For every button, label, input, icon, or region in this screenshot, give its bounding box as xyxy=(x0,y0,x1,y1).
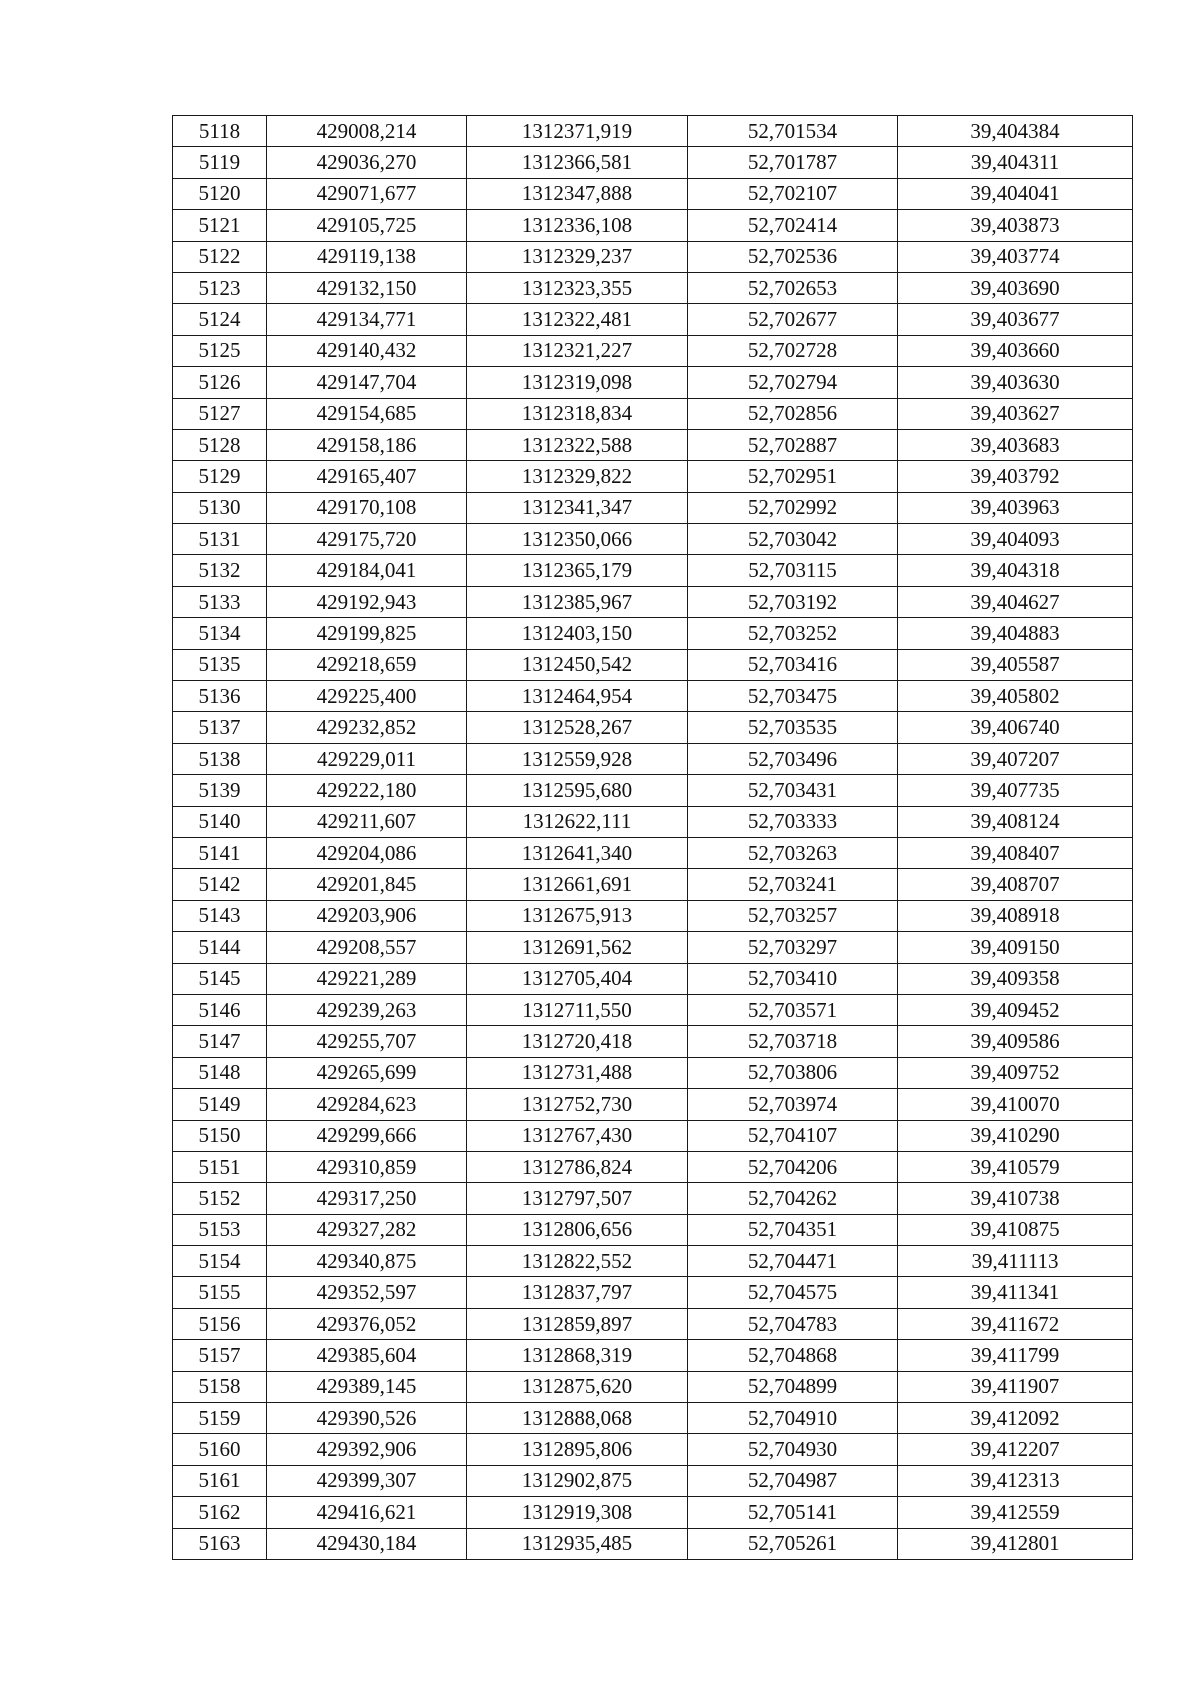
latitude-cell: 52,704783 xyxy=(688,1308,898,1339)
latitude-cell: 52,703431 xyxy=(688,775,898,806)
table-row xyxy=(173,775,1133,806)
table-row xyxy=(173,335,1133,366)
longitude-cell: 39,409358 xyxy=(898,963,1133,994)
y-coordinate-cell: 1312595,680 xyxy=(467,775,688,806)
point-number-cell: 5150 xyxy=(173,1120,267,1151)
latitude-cell: 52,703535 xyxy=(688,712,898,743)
y-coordinate-cell: 1312868,319 xyxy=(467,1340,688,1371)
table-row xyxy=(173,837,1133,868)
table-row xyxy=(173,712,1133,743)
point-number-cell: 5152 xyxy=(173,1183,267,1214)
x-coordinate-cell: 429284,623 xyxy=(267,1089,467,1120)
point-number-cell: 5139 xyxy=(173,775,267,806)
longitude-cell: 39,410875 xyxy=(898,1214,1133,1245)
latitude-cell: 52,703571 xyxy=(688,994,898,1025)
y-coordinate-cell: 1312705,404 xyxy=(467,963,688,994)
table-row xyxy=(173,1340,1133,1371)
table-row xyxy=(173,869,1133,900)
y-coordinate-cell: 1312888,068 xyxy=(467,1403,688,1434)
point-number-cell: 5160 xyxy=(173,1434,267,1465)
longitude-cell: 39,408707 xyxy=(898,869,1133,900)
table-row xyxy=(173,994,1133,1025)
latitude-cell: 52,702887 xyxy=(688,429,898,460)
table-row xyxy=(173,1089,1133,1120)
latitude-cell: 52,705261 xyxy=(688,1528,898,1559)
x-coordinate-cell: 429352,597 xyxy=(267,1277,467,1308)
longitude-cell: 39,412207 xyxy=(898,1434,1133,1465)
x-coordinate-cell: 429140,432 xyxy=(267,335,467,366)
latitude-cell: 52,702536 xyxy=(688,241,898,272)
x-coordinate-cell: 429154,685 xyxy=(267,398,467,429)
x-coordinate-cell: 429199,825 xyxy=(267,618,467,649)
longitude-cell: 39,405587 xyxy=(898,649,1133,680)
longitude-cell: 39,403774 xyxy=(898,241,1133,272)
latitude-cell: 52,704206 xyxy=(688,1151,898,1182)
latitude-cell: 52,704575 xyxy=(688,1277,898,1308)
y-coordinate-cell: 1312786,824 xyxy=(467,1151,688,1182)
latitude-cell: 52,703257 xyxy=(688,900,898,931)
longitude-cell: 39,408918 xyxy=(898,900,1133,931)
point-number-cell: 5130 xyxy=(173,492,267,523)
longitude-cell: 39,412092 xyxy=(898,1403,1133,1434)
y-coordinate-cell: 1312329,237 xyxy=(467,241,688,272)
point-number-cell: 5135 xyxy=(173,649,267,680)
table-row xyxy=(173,1528,1133,1559)
y-coordinate-cell: 1312371,919 xyxy=(467,116,688,147)
longitude-cell: 39,411341 xyxy=(898,1277,1133,1308)
point-number-cell: 5121 xyxy=(173,210,267,241)
y-coordinate-cell: 1312329,822 xyxy=(467,461,688,492)
table-row xyxy=(173,681,1133,712)
table-row xyxy=(173,932,1133,963)
y-coordinate-cell: 1312641,340 xyxy=(467,837,688,868)
point-number-cell: 5140 xyxy=(173,806,267,837)
point-number-cell: 5131 xyxy=(173,524,267,555)
latitude-cell: 52,704987 xyxy=(688,1465,898,1496)
table-row xyxy=(173,1183,1133,1214)
latitude-cell: 52,704930 xyxy=(688,1434,898,1465)
table-row xyxy=(173,1277,1133,1308)
longitude-cell: 39,412313 xyxy=(898,1465,1133,1496)
longitude-cell: 39,404883 xyxy=(898,618,1133,649)
point-number-cell: 5119 xyxy=(173,147,267,178)
table-row xyxy=(173,147,1133,178)
latitude-cell: 52,702794 xyxy=(688,367,898,398)
point-number-cell: 5128 xyxy=(173,429,267,460)
latitude-cell: 52,702856 xyxy=(688,398,898,429)
point-number-cell: 5155 xyxy=(173,1277,267,1308)
y-coordinate-cell: 1312350,066 xyxy=(467,524,688,555)
table-row xyxy=(173,1371,1133,1402)
longitude-cell: 39,406740 xyxy=(898,712,1133,743)
latitude-cell: 52,702992 xyxy=(688,492,898,523)
longitude-cell: 39,404093 xyxy=(898,524,1133,555)
latitude-cell: 52,703115 xyxy=(688,555,898,586)
table-row xyxy=(173,1057,1133,1088)
x-coordinate-cell: 429134,771 xyxy=(267,304,467,335)
latitude-cell: 52,703252 xyxy=(688,618,898,649)
point-number-cell: 5142 xyxy=(173,869,267,900)
point-number-cell: 5125 xyxy=(173,335,267,366)
x-coordinate-cell: 429147,704 xyxy=(267,367,467,398)
table-row xyxy=(173,963,1133,994)
x-coordinate-cell: 429310,859 xyxy=(267,1151,467,1182)
point-number-cell: 5163 xyxy=(173,1528,267,1559)
y-coordinate-cell: 1312675,913 xyxy=(467,900,688,931)
longitude-cell: 39,411113 xyxy=(898,1246,1133,1277)
coordinates-table-body xyxy=(173,116,1133,1560)
longitude-cell: 39,405802 xyxy=(898,681,1133,712)
longitude-cell: 39,403873 xyxy=(898,210,1133,241)
latitude-cell: 52,702677 xyxy=(688,304,898,335)
latitude-cell: 52,703718 xyxy=(688,1026,898,1057)
table-row xyxy=(173,304,1133,335)
y-coordinate-cell: 1312797,507 xyxy=(467,1183,688,1214)
point-number-cell: 5154 xyxy=(173,1246,267,1277)
point-number-cell: 5145 xyxy=(173,963,267,994)
table-row xyxy=(173,806,1133,837)
latitude-cell: 52,702728 xyxy=(688,335,898,366)
latitude-cell: 52,703241 xyxy=(688,869,898,900)
x-coordinate-cell: 429119,138 xyxy=(267,241,467,272)
table-row xyxy=(173,900,1133,931)
y-coordinate-cell: 1312622,111 xyxy=(467,806,688,837)
longitude-cell: 39,403627 xyxy=(898,398,1133,429)
y-coordinate-cell: 1312935,485 xyxy=(467,1528,688,1559)
x-coordinate-cell: 429203,906 xyxy=(267,900,467,931)
y-coordinate-cell: 1312752,730 xyxy=(467,1089,688,1120)
table-row xyxy=(173,1403,1133,1434)
latitude-cell: 52,704107 xyxy=(688,1120,898,1151)
y-coordinate-cell: 1312321,227 xyxy=(467,335,688,366)
x-coordinate-cell: 429390,526 xyxy=(267,1403,467,1434)
table-row xyxy=(173,1497,1133,1528)
longitude-cell: 39,403660 xyxy=(898,335,1133,366)
latitude-cell: 52,703263 xyxy=(688,837,898,868)
latitude-cell: 52,703042 xyxy=(688,524,898,555)
latitude-cell: 52,704262 xyxy=(688,1183,898,1214)
y-coordinate-cell: 1312322,481 xyxy=(467,304,688,335)
latitude-cell: 52,702653 xyxy=(688,272,898,303)
y-coordinate-cell: 1312902,875 xyxy=(467,1465,688,1496)
latitude-cell: 52,701787 xyxy=(688,147,898,178)
longitude-cell: 39,404041 xyxy=(898,178,1133,209)
x-coordinate-cell: 429170,108 xyxy=(267,492,467,523)
latitude-cell: 52,702414 xyxy=(688,210,898,241)
x-coordinate-cell: 429165,407 xyxy=(267,461,467,492)
point-number-cell: 5151 xyxy=(173,1151,267,1182)
x-coordinate-cell: 429385,604 xyxy=(267,1340,467,1371)
longitude-cell: 39,403683 xyxy=(898,429,1133,460)
x-coordinate-cell: 429184,041 xyxy=(267,555,467,586)
point-number-cell: 5133 xyxy=(173,586,267,617)
longitude-cell: 39,410070 xyxy=(898,1089,1133,1120)
point-number-cell: 5123 xyxy=(173,272,267,303)
point-number-cell: 5157 xyxy=(173,1340,267,1371)
latitude-cell: 52,703475 xyxy=(688,681,898,712)
x-coordinate-cell: 429389,145 xyxy=(267,1371,467,1402)
x-coordinate-cell: 429192,943 xyxy=(267,586,467,617)
x-coordinate-cell: 429232,852 xyxy=(267,712,467,743)
latitude-cell: 52,703806 xyxy=(688,1057,898,1088)
y-coordinate-cell: 1312875,620 xyxy=(467,1371,688,1402)
x-coordinate-cell: 429105,725 xyxy=(267,210,467,241)
longitude-cell: 39,410290 xyxy=(898,1120,1133,1151)
point-number-cell: 5147 xyxy=(173,1026,267,1057)
point-number-cell: 5158 xyxy=(173,1371,267,1402)
x-coordinate-cell: 429071,677 xyxy=(267,178,467,209)
longitude-cell: 39,411907 xyxy=(898,1371,1133,1402)
x-coordinate-cell: 429008,214 xyxy=(267,116,467,147)
x-coordinate-cell: 429204,086 xyxy=(267,837,467,868)
x-coordinate-cell: 429340,875 xyxy=(267,1246,467,1277)
table-row xyxy=(173,241,1133,272)
point-number-cell: 5124 xyxy=(173,304,267,335)
latitude-cell: 52,704351 xyxy=(688,1214,898,1245)
longitude-cell: 39,407207 xyxy=(898,743,1133,774)
y-coordinate-cell: 1312806,656 xyxy=(467,1214,688,1245)
y-coordinate-cell: 1312711,550 xyxy=(467,994,688,1025)
point-number-cell: 5138 xyxy=(173,743,267,774)
x-coordinate-cell: 429239,263 xyxy=(267,994,467,1025)
table-row xyxy=(173,1214,1133,1245)
x-coordinate-cell: 429225,400 xyxy=(267,681,467,712)
coordinates-table xyxy=(172,115,1133,1560)
table-row xyxy=(173,492,1133,523)
table-row xyxy=(173,1151,1133,1182)
table-row xyxy=(173,555,1133,586)
table-row xyxy=(173,1434,1133,1465)
latitude-cell: 52,703410 xyxy=(688,963,898,994)
y-coordinate-cell: 1312365,179 xyxy=(467,555,688,586)
table-row xyxy=(173,1120,1133,1151)
x-coordinate-cell: 429218,659 xyxy=(267,649,467,680)
x-coordinate-cell: 429317,250 xyxy=(267,1183,467,1214)
point-number-cell: 5143 xyxy=(173,900,267,931)
x-coordinate-cell: 429222,180 xyxy=(267,775,467,806)
longitude-cell: 39,409752 xyxy=(898,1057,1133,1088)
x-coordinate-cell: 429221,289 xyxy=(267,963,467,994)
point-number-cell: 5161 xyxy=(173,1465,267,1496)
table-row xyxy=(173,1308,1133,1339)
y-coordinate-cell: 1312347,888 xyxy=(467,178,688,209)
y-coordinate-cell: 1312318,834 xyxy=(467,398,688,429)
table-row xyxy=(173,1465,1133,1496)
y-coordinate-cell: 1312822,552 xyxy=(467,1246,688,1277)
y-coordinate-cell: 1312450,542 xyxy=(467,649,688,680)
table-row xyxy=(173,618,1133,649)
table-row xyxy=(173,649,1133,680)
y-coordinate-cell: 1312859,897 xyxy=(467,1308,688,1339)
x-coordinate-cell: 429392,906 xyxy=(267,1434,467,1465)
y-coordinate-cell: 1312464,954 xyxy=(467,681,688,712)
longitude-cell: 39,404627 xyxy=(898,586,1133,617)
point-number-cell: 5127 xyxy=(173,398,267,429)
point-number-cell: 5132 xyxy=(173,555,267,586)
point-number-cell: 5144 xyxy=(173,932,267,963)
y-coordinate-cell: 1312319,098 xyxy=(467,367,688,398)
latitude-cell: 52,703416 xyxy=(688,649,898,680)
point-number-cell: 5141 xyxy=(173,837,267,868)
latitude-cell: 52,701534 xyxy=(688,116,898,147)
point-number-cell: 5149 xyxy=(173,1089,267,1120)
longitude-cell: 39,403690 xyxy=(898,272,1133,303)
y-coordinate-cell: 1312837,797 xyxy=(467,1277,688,1308)
longitude-cell: 39,403630 xyxy=(898,367,1133,398)
latitude-cell: 52,702951 xyxy=(688,461,898,492)
longitude-cell: 39,411799 xyxy=(898,1340,1133,1371)
table-row xyxy=(173,429,1133,460)
longitude-cell: 39,409586 xyxy=(898,1026,1133,1057)
table-row xyxy=(173,272,1133,303)
longitude-cell: 39,410579 xyxy=(898,1151,1133,1182)
table-row xyxy=(173,524,1133,555)
point-number-cell: 5159 xyxy=(173,1403,267,1434)
y-coordinate-cell: 1312691,562 xyxy=(467,932,688,963)
longitude-cell: 39,409150 xyxy=(898,932,1133,963)
point-number-cell: 5129 xyxy=(173,461,267,492)
table-row xyxy=(173,461,1133,492)
x-coordinate-cell: 429132,150 xyxy=(267,272,467,303)
table-row xyxy=(173,398,1133,429)
x-coordinate-cell: 429208,557 xyxy=(267,932,467,963)
latitude-cell: 52,703192 xyxy=(688,586,898,617)
x-coordinate-cell: 429376,052 xyxy=(267,1308,467,1339)
y-coordinate-cell: 1312385,967 xyxy=(467,586,688,617)
y-coordinate-cell: 1312559,928 xyxy=(467,743,688,774)
y-coordinate-cell: 1312336,108 xyxy=(467,210,688,241)
x-coordinate-cell: 429399,307 xyxy=(267,1465,467,1496)
y-coordinate-cell: 1312661,691 xyxy=(467,869,688,900)
latitude-cell: 52,703333 xyxy=(688,806,898,837)
point-number-cell: 5122 xyxy=(173,241,267,272)
latitude-cell: 52,704899 xyxy=(688,1371,898,1402)
x-coordinate-cell: 429265,699 xyxy=(267,1057,467,1088)
x-coordinate-cell: 429229,011 xyxy=(267,743,467,774)
longitude-cell: 39,404384 xyxy=(898,116,1133,147)
y-coordinate-cell: 1312323,355 xyxy=(467,272,688,303)
table-row xyxy=(173,116,1133,147)
longitude-cell: 39,412559 xyxy=(898,1497,1133,1528)
longitude-cell: 39,411672 xyxy=(898,1308,1133,1339)
latitude-cell: 52,703496 xyxy=(688,743,898,774)
x-coordinate-cell: 429036,270 xyxy=(267,147,467,178)
x-coordinate-cell: 429255,707 xyxy=(267,1026,467,1057)
point-number-cell: 5126 xyxy=(173,367,267,398)
table-row xyxy=(173,178,1133,209)
x-coordinate-cell: 429158,186 xyxy=(267,429,467,460)
point-number-cell: 5153 xyxy=(173,1214,267,1245)
latitude-cell: 52,702107 xyxy=(688,178,898,209)
point-number-cell: 5146 xyxy=(173,994,267,1025)
longitude-cell: 39,404311 xyxy=(898,147,1133,178)
point-number-cell: 5134 xyxy=(173,618,267,649)
point-number-cell: 5162 xyxy=(173,1497,267,1528)
point-number-cell: 5137 xyxy=(173,712,267,743)
y-coordinate-cell: 1312767,430 xyxy=(467,1120,688,1151)
table-row xyxy=(173,1026,1133,1057)
x-coordinate-cell: 429430,184 xyxy=(267,1528,467,1559)
y-coordinate-cell: 1312919,308 xyxy=(467,1497,688,1528)
latitude-cell: 52,704868 xyxy=(688,1340,898,1371)
y-coordinate-cell: 1312403,150 xyxy=(467,618,688,649)
y-coordinate-cell: 1312731,488 xyxy=(467,1057,688,1088)
table-row xyxy=(173,1246,1133,1277)
longitude-cell: 39,412801 xyxy=(898,1528,1133,1559)
table-row xyxy=(173,210,1133,241)
table-row xyxy=(173,586,1133,617)
point-number-cell: 5136 xyxy=(173,681,267,712)
x-coordinate-cell: 429416,621 xyxy=(267,1497,467,1528)
longitude-cell: 39,403677 xyxy=(898,304,1133,335)
y-coordinate-cell: 1312895,806 xyxy=(467,1434,688,1465)
x-coordinate-cell: 429327,282 xyxy=(267,1214,467,1245)
latitude-cell: 52,704910 xyxy=(688,1403,898,1434)
point-number-cell: 5148 xyxy=(173,1057,267,1088)
x-coordinate-cell: 429299,666 xyxy=(267,1120,467,1151)
table-row xyxy=(173,743,1133,774)
y-coordinate-cell: 1312341,347 xyxy=(467,492,688,523)
longitude-cell: 39,404318 xyxy=(898,555,1133,586)
point-number-cell: 5118 xyxy=(173,116,267,147)
longitude-cell: 39,409452 xyxy=(898,994,1133,1025)
latitude-cell: 52,703974 xyxy=(688,1089,898,1120)
longitude-cell: 39,408407 xyxy=(898,837,1133,868)
x-coordinate-cell: 429201,845 xyxy=(267,869,467,900)
y-coordinate-cell: 1312366,581 xyxy=(467,147,688,178)
y-coordinate-cell: 1312528,267 xyxy=(467,712,688,743)
latitude-cell: 52,703297 xyxy=(688,932,898,963)
longitude-cell: 39,407735 xyxy=(898,775,1133,806)
table-row xyxy=(173,367,1133,398)
longitude-cell: 39,410738 xyxy=(898,1183,1133,1214)
point-number-cell: 5156 xyxy=(173,1308,267,1339)
longitude-cell: 39,403792 xyxy=(898,461,1133,492)
x-coordinate-cell: 429211,607 xyxy=(267,806,467,837)
x-coordinate-cell: 429175,720 xyxy=(267,524,467,555)
y-coordinate-cell: 1312720,418 xyxy=(467,1026,688,1057)
y-coordinate-cell: 1312322,588 xyxy=(467,429,688,460)
latitude-cell: 52,705141 xyxy=(688,1497,898,1528)
longitude-cell: 39,408124 xyxy=(898,806,1133,837)
latitude-cell: 52,704471 xyxy=(688,1246,898,1277)
point-number-cell: 5120 xyxy=(173,178,267,209)
longitude-cell: 39,403963 xyxy=(898,492,1133,523)
